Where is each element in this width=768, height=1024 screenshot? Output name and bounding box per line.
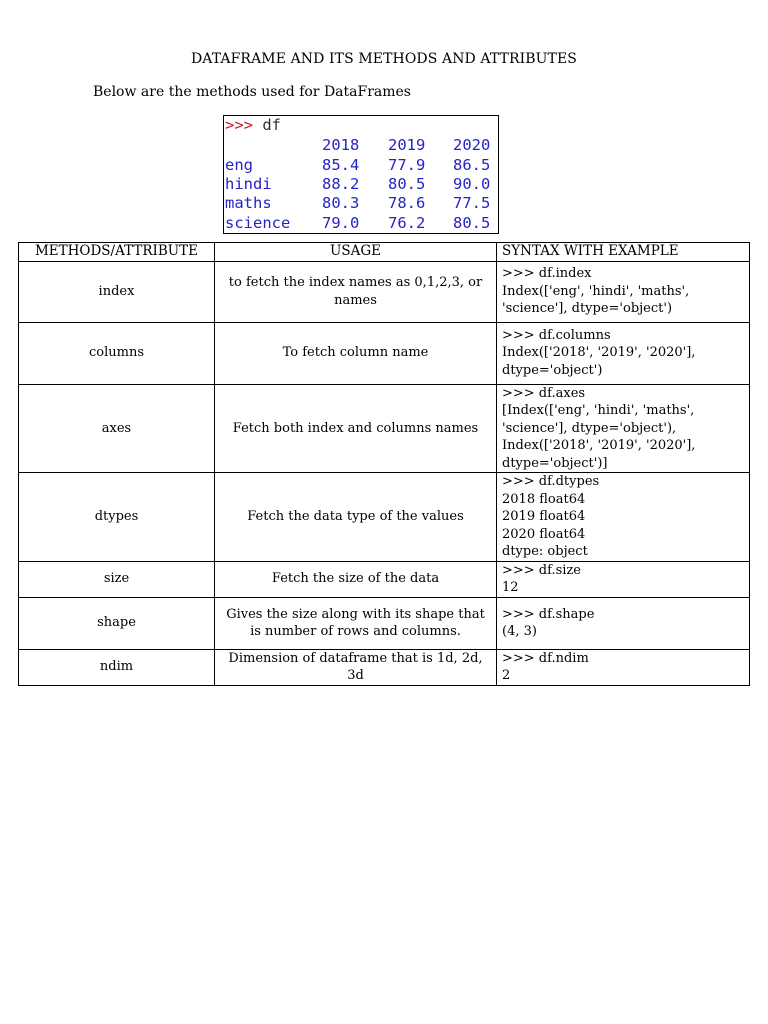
- method-cell: axes: [19, 384, 215, 473]
- df-command: df: [262, 116, 282, 134]
- table-row: [19, 261, 750, 322]
- header-syntax: SYNTAX WITH EXAMPLE: [497, 243, 750, 262]
- table-row: [19, 384, 750, 473]
- table-row: [19, 322, 750, 384]
- usage-cell: Gives the size along with its shape that is number of rows and columns.: [215, 597, 497, 649]
- method-cell: dtypes: [19, 473, 215, 562]
- df-cell: 80.5: [388, 175, 426, 193]
- df-cell: 76.2: [388, 214, 426, 232]
- usage-cell: to fetch the index names as 0,1,2,3, or names: [215, 261, 497, 322]
- header-methods: METHODS/ATTRIBUTE: [19, 243, 215, 262]
- method-cell: index: [19, 261, 215, 322]
- method-cell: columns: [19, 322, 215, 384]
- df-cell: 80.5: [453, 214, 491, 232]
- table-row: [19, 649, 750, 685]
- usage-cell: Dimension of dataframe that is 1d, 2d, 3d: [215, 649, 497, 685]
- df-cell: 88.2: [322, 175, 360, 193]
- df-row-label: eng: [225, 156, 253, 174]
- df-cell: 86.5: [453, 156, 491, 174]
- syntax-cell: >>> df.index Index(['eng', 'hindi', 'maths', 'science'], dtype='object'): [497, 261, 750, 322]
- syntax-cell: >>> df.ndim 2: [497, 649, 750, 685]
- df-cell: 79.0: [322, 214, 360, 232]
- df-column-header: 2018: [322, 136, 360, 154]
- df-cell: 90.0: [453, 175, 491, 193]
- syntax-cell: >>> df.columns Index(['2018', '2019', '2020'], dtype='object'): [497, 322, 750, 384]
- table-row: [19, 561, 750, 597]
- df-cell: 78.6: [388, 194, 426, 212]
- table-row: [19, 473, 750, 562]
- df-row-label: hindi: [225, 175, 272, 193]
- usage-cell: Fetch the size of the data: [215, 561, 497, 597]
- df-column-header: 2020: [453, 136, 491, 154]
- intro-text: Below are the methods used for DataFrames: [93, 84, 411, 100]
- usage-cell: Fetch the data type of the values: [215, 473, 497, 562]
- df-cell: 85.4: [322, 156, 360, 174]
- syntax-cell: >>> df.dtypes 2018 float64 2019 float64 2020 float64 dtype: object: [497, 473, 750, 562]
- usage-cell: To fetch column name: [215, 322, 497, 384]
- header-usage: USAGE: [215, 243, 497, 262]
- df-prompt: >>>: [225, 116, 253, 134]
- usage-cell: Fetch both index and columns names: [215, 384, 497, 473]
- table-header-row: [19, 243, 750, 262]
- method-cell: ndim: [19, 649, 215, 685]
- syntax-cell: >>> df.shape (4, 3): [497, 597, 750, 649]
- df-cell: 77.9: [388, 156, 426, 174]
- syntax-cell: >>> df.size 12: [497, 561, 750, 597]
- df-cell: 80.3: [322, 194, 360, 212]
- method-cell: shape: [19, 597, 215, 649]
- df-row-label: science: [225, 214, 291, 232]
- df-cell: 77.5: [453, 194, 491, 212]
- dataframe-output-image: [223, 115, 499, 234]
- df-row-label: maths: [225, 194, 272, 212]
- syntax-cell: >>> df.axes [Index(['eng', 'hindi', 'maths', 'science'], dtype='object'), Index(['2018', '2019', '2020'], dtype='object')]: [497, 384, 750, 473]
- page-title: DATAFRAME AND ITS METHODS AND ATTRIBUTES: [190, 51, 578, 67]
- table-row: [19, 597, 750, 649]
- df-column-header: 2019: [388, 136, 426, 154]
- method-cell: size: [19, 561, 215, 597]
- df-command-line: [225, 116, 281, 135]
- methods-table: [18, 242, 750, 686]
